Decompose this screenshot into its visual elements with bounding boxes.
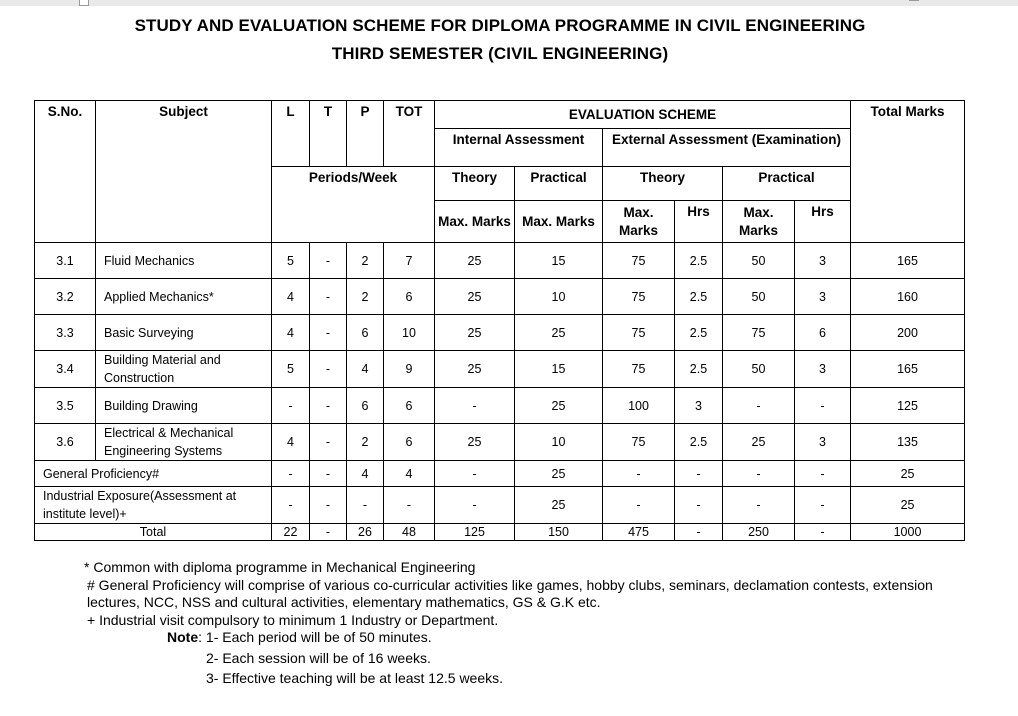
cell-ia-theory: 25 [435, 424, 515, 461]
cell-subject: Building Material and Construction [96, 351, 272, 388]
cell-total: 125 [851, 388, 965, 424]
document-subtitle: THIRD SEMESTER (CIVIL ENGINEERING) [331, 44, 669, 63]
cell-ea-practical-hrs: 3 [795, 351, 851, 388]
cell-ea-theory-hrs: - [675, 461, 723, 487]
cell-p: 6 [347, 315, 384, 351]
industrial-exposure-row [35, 487, 965, 524]
cell-ea-theory: 475 [603, 524, 675, 541]
cell-tot: 10 [384, 315, 435, 351]
cell-l: 4 [272, 315, 310, 351]
cell-ea-theory: - [603, 461, 675, 487]
cell-ea-theory: 100 [603, 388, 675, 424]
cell-l: 5 [272, 243, 310, 279]
cell-tot: 6 [384, 279, 435, 315]
cell-t: - [310, 487, 347, 524]
header-t: T [310, 101, 347, 167]
cell-sno: 3.6 [35, 424, 96, 461]
cell-subject: Building Drawing [96, 388, 272, 424]
cell-ia-theory: 25 [435, 279, 515, 315]
table-move-handle[interactable] [79, 0, 89, 6]
cell-ia-practical: 150 [515, 524, 603, 541]
cell-l: - [272, 388, 310, 424]
cell-l: - [272, 461, 310, 487]
cell-ea-theory-hrs: 2.5 [675, 243, 723, 279]
table-row [35, 424, 965, 461]
cell-tot: 48 [384, 524, 435, 541]
cell-subject: Basic Surveying [96, 315, 272, 351]
study-evaluation-table [34, 100, 965, 541]
cell-p: 2 [347, 424, 384, 461]
header-periods-week: Periods/Week [272, 167, 435, 243]
header-internal-assessment: Internal Assessment [435, 129, 603, 167]
header-l: L [272, 101, 310, 167]
cell-ea-theory-hrs: - [675, 524, 723, 541]
cell-total: 160 [851, 279, 965, 315]
cell-t: - [310, 243, 347, 279]
cell-t: - [310, 279, 347, 315]
cell-ea-practical-hrs: - [795, 388, 851, 424]
cell-ea-theory: 75 [603, 424, 675, 461]
cell-ia-theory: - [435, 388, 515, 424]
cell-p: 4 [347, 351, 384, 388]
cell-ea-practical: - [723, 461, 795, 487]
header-evaluation-scheme: EVALUATION SCHEME [435, 101, 851, 129]
cell-tot: 4 [384, 461, 435, 487]
header-max-marks: Max. Marks [603, 201, 675, 243]
cell-ea-theory: 75 [603, 279, 675, 315]
table-row [35, 243, 965, 279]
cell-t: - [310, 315, 347, 351]
cell-ea-theory-hrs: 3 [675, 388, 723, 424]
cell-ea-theory: 75 [603, 315, 675, 351]
cell-ia-practical: 15 [515, 351, 603, 388]
cell-tot: 6 [384, 424, 435, 461]
cell-total: 135 [851, 424, 965, 461]
header-max-marks: Max. Marks [515, 201, 603, 243]
cell-general-proficiency: General Proficiency# [35, 461, 272, 487]
cell-ia-practical: 25 [515, 388, 603, 424]
cell-ea-theory: 75 [603, 243, 675, 279]
cell-ea-practical: - [723, 487, 795, 524]
cell-total: 165 [851, 351, 965, 388]
cell-sno: 3.2 [35, 279, 96, 315]
header-p: P [347, 101, 384, 167]
note-1-text: : 1- Each period will be of 50 minutes. [198, 629, 432, 645]
cell-tot: 9 [384, 351, 435, 388]
cell-total: 25 [851, 461, 965, 487]
cell-ea-theory-hrs: 2.5 [675, 424, 723, 461]
cell-ea-practical-hrs: 3 [795, 424, 851, 461]
cell-ea-practical: 250 [723, 524, 795, 541]
cell-t: - [310, 461, 347, 487]
header-max-marks: Max. Marks [723, 201, 795, 243]
cell-sno: 3.5 [35, 388, 96, 424]
cell-ea-practical-hrs: 3 [795, 279, 851, 315]
cell-subject: Applied Mechanics* [96, 279, 272, 315]
cell-ea-practical-hrs: 3 [795, 243, 851, 279]
cell-ea-practical: 25 [723, 424, 795, 461]
header-row [35, 101, 965, 129]
note-2: 2- Each session will be of 16 weeks. [206, 649, 431, 666]
cell-ea-practical-hrs: - [795, 487, 851, 524]
table-row [35, 388, 965, 424]
cell-ia-theory: - [435, 487, 515, 524]
cell-ea-practical-hrs: - [795, 461, 851, 487]
cell-ea-practical: 50 [723, 243, 795, 279]
cell-p: 4 [347, 461, 384, 487]
cell-ia-practical: 10 [515, 279, 603, 315]
cell-ea-practical-hrs: 6 [795, 315, 851, 351]
header-sno: S.No. [35, 101, 96, 243]
header-ia-theory: Theory [435, 167, 515, 201]
note-label: Note [167, 629, 199, 645]
cell-total: 25 [851, 487, 965, 524]
cell-subject: Electrical & Mechanical Engineering Systems [96, 424, 272, 461]
cell-tot: - [384, 487, 435, 524]
header-tot: TOT [384, 101, 435, 167]
cell-ea-theory: - [603, 487, 675, 524]
cell-t: - [310, 424, 347, 461]
cell-ia-theory: - [435, 461, 515, 487]
footnote-industrial: + Industrial visit compulsory to minimum 1 Industry or Department. [87, 611, 499, 628]
ruler-marker [909, 0, 919, 1]
cell-total: 200 [851, 315, 965, 351]
cell-sno: 3.1 [35, 243, 96, 279]
cell-ia-practical: 10 [515, 424, 603, 461]
cell-t: - [310, 524, 347, 541]
general-proficiency-row [35, 461, 965, 487]
note-1 [84, 629, 984, 647]
cell-t: - [310, 388, 347, 424]
cell-l: 5 [272, 351, 310, 388]
header-ea-practical: Practical [723, 167, 851, 201]
cell-l: - [272, 487, 310, 524]
table-row [35, 351, 965, 388]
cell-ia-practical: 15 [515, 243, 603, 279]
footnote-common: * Common with diploma programme in Mechanical Engineering [84, 559, 476, 575]
cell-ia-practical: 25 [515, 487, 603, 524]
cell-ia-practical: 25 [515, 461, 603, 487]
document-title: STUDY AND EVALUATION SCHEME FOR DIPLOMA PROGRAMME IN CIVIL ENGINEERING [134, 16, 866, 35]
cell-ia-theory: 25 [435, 315, 515, 351]
cell-sno: 3.3 [35, 315, 96, 351]
cell-l: 4 [272, 424, 310, 461]
cell-industrial-exposure: Industrial Exposure(Assessment at institute level)+ [35, 487, 272, 524]
header-total-marks: Total Marks [851, 101, 965, 243]
header-subject: Subject [96, 101, 272, 243]
cell-p: 6 [347, 388, 384, 424]
footnote-general-proficiency: # General Proficiency will comprise of various co-curricular activities like games, hobby clubs, seminars, declamation contests, extension lectures, NCC, NSS and cultural activities, elementary mathematics, GS & G.K etc. [87, 576, 933, 610]
cell-ea-theory-hrs: 2.5 [675, 351, 723, 388]
table-row [35, 315, 965, 351]
cell-ia-practical: 25 [515, 315, 603, 351]
cell-ea-practical: - [723, 388, 795, 424]
total-row [35, 524, 965, 541]
cell-ea-theory: 75 [603, 351, 675, 388]
cell-p: - [347, 487, 384, 524]
top-ruler-bar [0, 0, 1018, 6]
cell-p: 26 [347, 524, 384, 541]
cell-ea-practical: 50 [723, 351, 795, 388]
footnotes [84, 559, 984, 688]
cell-ea-theory-hrs: 2.5 [675, 315, 723, 351]
cell-ia-theory: 25 [435, 351, 515, 388]
header-ea-theory: Theory [603, 167, 723, 201]
cell-t: - [310, 351, 347, 388]
cell-sno: 3.4 [35, 351, 96, 388]
cell-subject: Fluid Mechanics [96, 243, 272, 279]
cell-tot: 6 [384, 388, 435, 424]
cell-p: 2 [347, 243, 384, 279]
header-max-marks: Max. Marks [435, 201, 515, 243]
cell-ea-practical: 50 [723, 279, 795, 315]
cell-total: 165 [851, 243, 965, 279]
cell-ia-theory: 25 [435, 243, 515, 279]
cell-ea-theory-hrs: 2.5 [675, 279, 723, 315]
cell-ea-practical-hrs: - [795, 524, 851, 541]
cell-ea-practical: 75 [723, 315, 795, 351]
table-row [35, 279, 965, 315]
cell-l: 4 [272, 279, 310, 315]
cell-total-label: Total [35, 524, 272, 541]
header-external-assessment: External Assessment (Examination) [603, 129, 851, 167]
cell-ia-theory: 125 [435, 524, 515, 541]
cell-p: 2 [347, 279, 384, 315]
header-hrs: Hrs [795, 201, 851, 243]
cell-total: 1000 [851, 524, 965, 541]
note-3: 3- Effective teaching will be at least 12.5 weeks. [206, 670, 504, 686]
header-ia-practical: Practical [515, 167, 603, 201]
cell-l: 22 [272, 524, 310, 541]
cell-ea-theory-hrs: - [675, 487, 723, 524]
header-hrs: Hrs [675, 201, 723, 243]
cell-tot: 7 [384, 243, 435, 279]
